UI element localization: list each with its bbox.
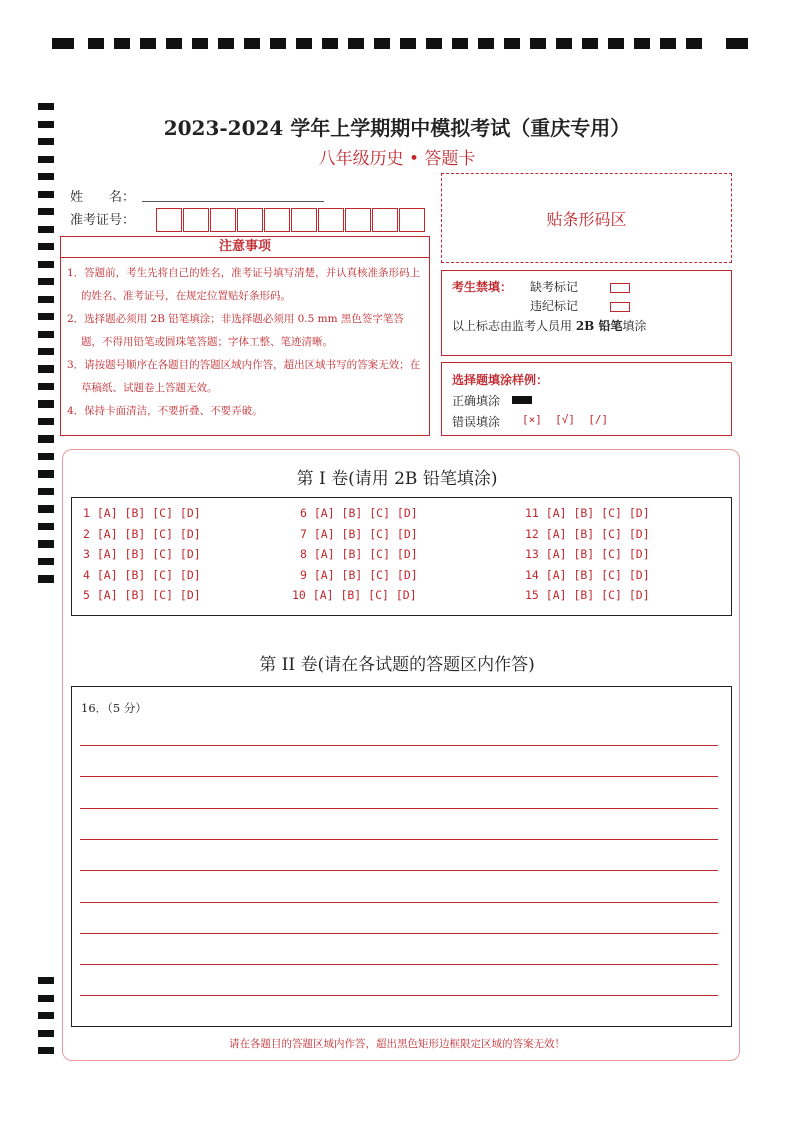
notice-item: 3．请按题号顺序在各题目的答题区域内作答，超出区域书写的答案无效；在草稿纸、试题卷上答题无效。 <box>67 359 421 394</box>
side-timing-mark <box>38 243 54 250</box>
timing-bar-top <box>52 38 748 52</box>
timing-mark <box>244 38 260 49</box>
fill-sample-title: 选择题填涂样例： <box>452 373 549 387</box>
timing-mark <box>686 38 702 49</box>
notice-item: 2．选择题必须用 2B 铅笔填涂；非选择题必须用 0.5 mm 黑色签字笔答题，不得用铅笔或圆珠笔答题；字体工整、笔迹清晰。 <box>67 313 404 348</box>
choice-question-9[interactable]: 9 [A] [B] [C] [D] <box>300 567 418 582</box>
footer-note: 请在各题目的答题区域内作答，超出黑色矩形边框限定区域的答案无效！ <box>229 1038 565 1050</box>
timing-mark <box>166 38 182 49</box>
choice-question-4[interactable]: 4 [A] [B] [C] [D] <box>83 567 201 582</box>
side-timing-mark <box>38 348 54 355</box>
timing-mark <box>218 38 234 49</box>
page-title: 2023-2024 学年上学期期中模拟考试（重庆专用） <box>163 116 631 140</box>
timing-mark <box>52 38 74 49</box>
side-timing-mark <box>38 418 54 425</box>
timing-mark <box>726 38 748 49</box>
side-timing-mark <box>38 208 54 215</box>
side-timing-mark <box>38 313 54 320</box>
choice-question-7[interactable]: 7 [A] [B] [C] [D] <box>300 526 418 541</box>
answer-line <box>80 964 718 965</box>
choice-question-3[interactable]: 3 [A] [B] [C] [D] <box>83 547 201 561</box>
page-subtitle: 八年级历史 • 答题卡 <box>318 149 476 169</box>
absent-mark-box[interactable] <box>610 283 630 293</box>
barcode-area-label: 贴条形码区 <box>546 209 627 229</box>
id-digit-box[interactable] <box>291 208 317 232</box>
choice-question-14[interactable]: 14 [A] [B] [C] [D] <box>525 567 650 582</box>
answer-line <box>80 870 718 871</box>
proctor-box <box>441 270 732 356</box>
side-timing-mark <box>38 540 54 547</box>
id-digit-box[interactable] <box>156 208 182 232</box>
wrong-fill-label: 错误填涂 <box>452 415 501 429</box>
side-timing-mark <box>38 103 54 110</box>
id-digit-box[interactable] <box>264 208 290 232</box>
choice-question-13[interactable]: 13 [A] [B] [C] [D] <box>525 547 650 561</box>
timing-mark <box>348 38 364 49</box>
side-timing-mark <box>38 505 54 512</box>
id-digit-box[interactable] <box>399 208 425 232</box>
answer-line <box>80 933 718 934</box>
section2-title: 第 II 卷(请在各试题的答题区内作答) <box>259 655 535 675</box>
choice-question-2[interactable]: 2 [A] [B] [C] [D] <box>83 526 201 541</box>
timing-mark <box>140 38 156 49</box>
barcode-area <box>441 173 732 263</box>
q16-label: 16．（5 分） <box>81 701 147 715</box>
side-timing-mark <box>38 575 54 582</box>
wrong-fill-samples: [×] [√] [/] <box>522 413 609 426</box>
timing-mark <box>426 38 442 49</box>
timing-mark <box>192 38 208 49</box>
answer-line <box>80 776 718 777</box>
notice-box <box>60 258 430 436</box>
violation-label: 违纪标记 <box>530 299 579 313</box>
side-timing-mark <box>38 977 54 984</box>
timing-mark <box>556 38 572 49</box>
choice-question-12[interactable]: 12 [A] [B] [C] [D] <box>525 526 650 541</box>
timing-mark <box>88 38 104 49</box>
timing-mark <box>114 38 130 49</box>
timing-mark <box>374 38 390 49</box>
absent-label: 缺考标记 <box>530 280 579 294</box>
timing-mark <box>270 38 286 49</box>
choice-question-15[interactable]: 15 [A] [B] [C] [D] <box>525 588 650 602</box>
id-digit-box[interactable] <box>318 208 344 232</box>
side-timing-mark <box>38 191 54 198</box>
answer-line <box>80 839 718 840</box>
answer-line <box>80 995 718 996</box>
choice-question-10[interactable]: 10 [A] [B] [C] [D] <box>292 588 417 602</box>
timing-mark <box>634 38 650 49</box>
side-timing-mark <box>38 261 54 268</box>
side-timing-mark <box>38 995 54 1002</box>
side-timing-mark <box>38 226 54 233</box>
proctor-note-post: 填涂 <box>622 319 647 333</box>
side-timing-mark <box>38 523 54 530</box>
proctor-note <box>452 317 647 334</box>
timing-mark <box>582 38 598 49</box>
choice-question-1[interactable]: 1 [A] [B] [C] [D] <box>83 506 201 520</box>
answer-line <box>80 745 718 746</box>
choice-question-6[interactable]: 6 [A] [B] [C] [D] <box>300 506 418 520</box>
correct-fill-sample <box>512 396 532 404</box>
id-digit-box[interactable] <box>183 208 209 232</box>
section1-title: 第 I 卷(请用 2B 铅笔填涂) <box>296 469 498 489</box>
id-digit-box[interactable] <box>345 208 371 232</box>
choice-question-11[interactable]: 11 [A] [B] [C] [D] <box>525 506 650 520</box>
side-timing-mark <box>38 558 54 565</box>
side-timing-mark <box>38 278 54 285</box>
id-digit-box[interactable] <box>372 208 398 232</box>
id-digit-box[interactable] <box>237 208 263 232</box>
choice-question-5[interactable]: 5 [A] [B] [C] [D] <box>83 588 201 602</box>
choice-grid <box>71 497 732 616</box>
timing-mark <box>530 38 546 49</box>
choice-question-8[interactable]: 8 [A] [B] [C] [D] <box>300 547 418 561</box>
id-label: 准考证号： <box>70 213 136 228</box>
notice-item: 1．答题前，考生先将自己的姓名，准考证号填写清楚，并认真核准条形码上的姓名、准考证号，在规定位置贴好条形码。 <box>67 267 421 302</box>
id-digit-box[interactable] <box>210 208 236 232</box>
answer-line <box>80 808 718 809</box>
timing-mark <box>452 38 468 49</box>
side-timing-mark <box>38 453 54 460</box>
timing-mark <box>322 38 338 49</box>
name-field[interactable] <box>142 201 324 202</box>
side-timing-mark <box>38 435 54 442</box>
proctor-label: 考生禁填： <box>452 280 513 294</box>
id-number-boxes[interactable] <box>156 208 426 232</box>
side-timing-mark <box>38 400 54 407</box>
timing-mark <box>608 38 624 49</box>
timing-mark <box>504 38 520 49</box>
side-timing-mark <box>38 1012 54 1019</box>
notice-item: 4．保持卡面清洁，不要折叠、不要弄破。 <box>67 405 263 417</box>
timing-mark <box>400 38 416 49</box>
q16-answer-box[interactable] <box>71 686 732 1027</box>
correct-fill-label: 正确填涂 <box>452 394 501 408</box>
side-timing-mark <box>38 173 54 180</box>
timing-mark <box>478 38 494 49</box>
violation-mark-box[interactable] <box>610 302 630 312</box>
proctor-note-bold: 2B 铅笔 <box>575 319 623 333</box>
side-timing-mark <box>38 296 54 303</box>
side-timing-mark <box>38 365 54 372</box>
notice-title: 注意事项 <box>60 236 430 258</box>
name-label: 姓 名： <box>70 190 136 205</box>
side-timing-mark <box>38 383 54 390</box>
timing-mark <box>660 38 676 49</box>
timing-mark <box>296 38 312 49</box>
proctor-note-pre: 以上标志由监考人员用 <box>452 319 576 333</box>
answer-line <box>80 902 718 903</box>
fill-sample-box <box>441 362 732 436</box>
side-timing-mark <box>38 331 54 338</box>
